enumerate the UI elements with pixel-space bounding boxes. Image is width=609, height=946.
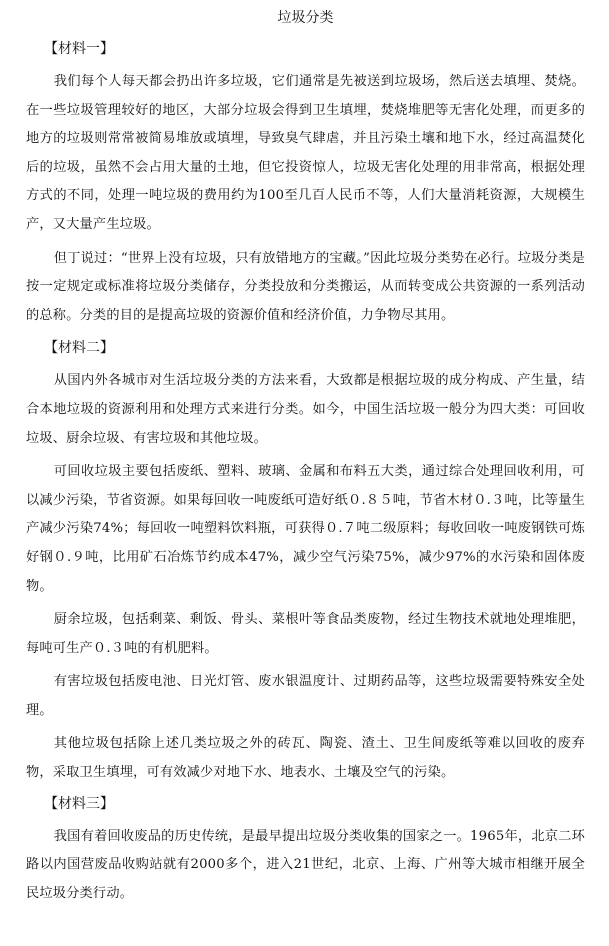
paragraph: 厨余垃圾，包括剩菜、剩饭、骨头、菜根叶等食品类废物，经过生物技术就地处理堆肥，每吨可生产０.３吨的有机肥料。 — [26, 612, 585, 656]
paragraph: 我们每个人每天都会扔出许多垃圾，它们通常是先被送到垃圾场，然后送去填埋、焚烧。在一些垃圾管理较好的地区，大部分垃圾会得到卫生填埋，焚烧堆肥等无害化处理，而更多的地方的垃圾则常常被简易堆放或填埋，导致臭气肆虐，并且污染土壤和地下水，经过高温焚化后的垃圾，虽然不会占用大量的土地，但它投资惊人，垃圾无害化处理的用非常高，根据处理方式的不同，处理一吨垃圾的费用约为100至几百人民币不等，人们大量消耗资源，大规模生产，又大量产生垃圾。 — [26, 74, 585, 232]
section-label-material-3: 【材料三】 — [44, 795, 114, 812]
paragraph: 可回收垃圾主要包括废纸、塑料、玻璃、金属和布料五大类，通过综合处理回收利用，可以减少污染，节省资源。如果每回收一吨废纸可造好纸０.８５吨，节省木材０.３吨，比等量生产减少污染74%；每回收一吨塑料饮料瓶，可获得０.７吨二级原料；每收回收一吨废钢铁可炼好钢０.９吨，比用矿石冶炼节约成本47%，减少空气污染75%，减少97%的水污染和固体废物。 — [26, 464, 585, 594]
section-label-material-1: 【材料一】 — [44, 41, 114, 57]
section-material-1 — [26, 36, 585, 330]
paragraph: 但丁说过：“世界上没有垃圾，只有放错地方的宝藏。”因此垃圾分类势在必行。垃圾分类是按一定规定或标准将垃圾分类储存，分类投放和分类搬运，从而转变成公共资源的一系列活动的总称。分类的目的是提高垃圾的资源价值和经济价值，力争物尽其用。 — [26, 250, 585, 323]
document-title: 垃圾分类 — [277, 10, 334, 26]
paragraph: 其他垃圾包括除上述几类垃圾之外的砖瓦、陶瓷、渣土、卫生间废纸等难以回收的废弃物，采取卫生填埋，可有效减少对地下水、地表水、土壤及空气的污染。 — [26, 736, 585, 781]
paragraph: 有害垃圾包括废电池、日光灯管、废水银温度计、过期药品等，这些垃圾需要特殊安全处理。 — [26, 674, 585, 718]
paragraph: 我国有着回收废品的历史传统，是最早提出垃圾分类收集的国家之一。1965年，北京二环路以内国营废品收购站就有2000多个，进入21世纪，北京、上海、广州等大城市相继开展全民垃圾分类行动。 — [26, 828, 585, 901]
section-material-2 — [26, 335, 585, 787]
paragraph: 从国内外各城市对生活垃圾分类的方法来看，大致都是根据垃圾的成分构成、产生量，结合本地垃圾的资源利用和处理方式来进行分类。如今，中国生活垃圾一般分为四大类：可回收垃圾、厨余垃圾、有害垃圾和其他垃圾。 — [26, 373, 585, 446]
section-label-material-2: 【材料二】 — [44, 340, 114, 357]
section-material-3 — [26, 791, 585, 909]
